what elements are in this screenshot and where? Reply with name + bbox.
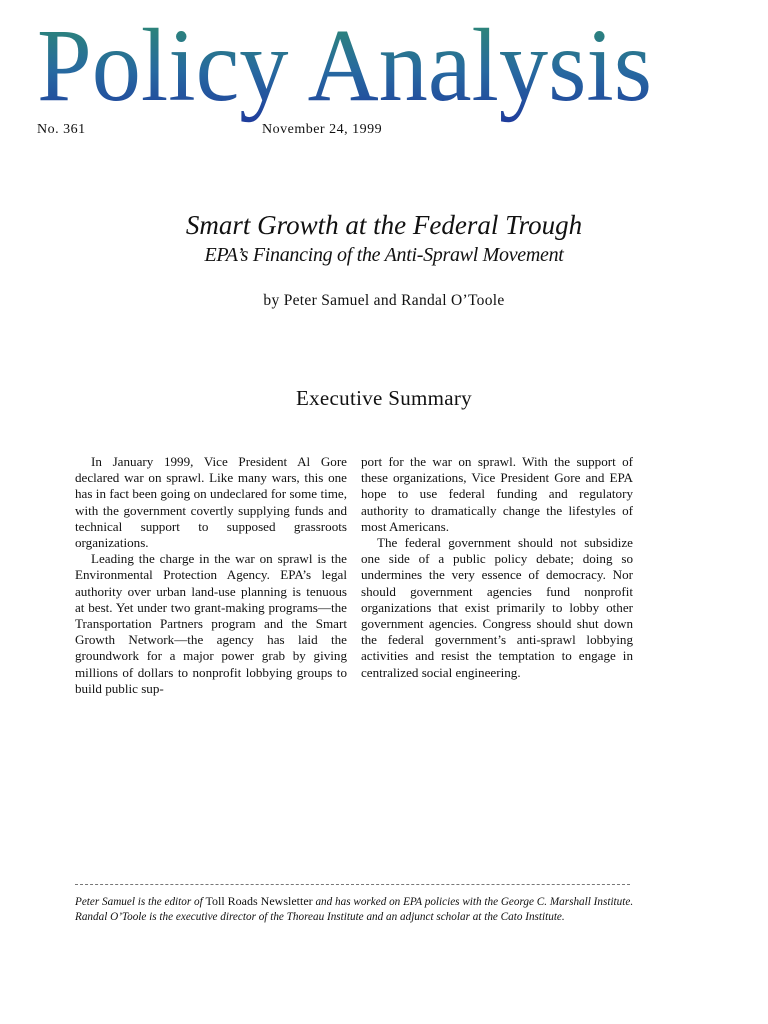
summary-paragraph: In January 1999, Vice President Al Gore declared war on sprawl. Like many wars, this one has in fact been going on undeclared for some time, with the government covertly supplying funds and technical support to supposed grassroots organizations. — [75, 454, 347, 551]
publication-name: Toll Roads Newsletter — [205, 894, 313, 908]
document-title: Smart Growth at the Federal Trough — [185, 210, 583, 240]
summary-paragraph: The federal government should not subsidize one side of a public policy debate; doing so undermines the very essence of democracy. Nor should government agencies fund nonprofit organizations that exist primarily to lobby other government agencies. Congress should shut down the federal government’s anti-sprawl lobbying activities and resist the temptation to engage in centralized social engineering. — [361, 535, 633, 680]
section-heading: Executive Summary — [296, 386, 472, 410]
footnote-divider — [75, 884, 630, 885]
masthead-wordmark — [37, 8, 657, 128]
footnote-text: and has worked on EPA policies with the George C. Marshall Institute. Randal O’Toole is the executive director of the Thoreau Institute and an adjunct scholar at the Cato Institute. — [75, 896, 634, 923]
masthead-logo — [37, 8, 657, 128]
author-footnote — [75, 894, 635, 924]
masthead-title: Policy Analysis — [37, 8, 652, 123]
summary-paragraph-continued: port for the war on sprawl. With the support of these organizations, Vice President Gore and EPA hope to use federal funding and regulatory authority to dramatically change the lifestyles of most Americans. — [361, 454, 633, 534]
issue-date: November 24, 1999 — [262, 122, 383, 137]
summary-column-left — [75, 454, 347, 697]
issue-number: No. 361 — [37, 122, 86, 137]
document-subtitle: EPA’s Financing of the Anti-Sprawl Movement — [204, 244, 564, 266]
summary-column-right — [361, 454, 633, 681]
footnote-text: Peter Samuel is the editor of — [75, 896, 206, 908]
byline: by Peter Samuel and Randal O’Toole — [263, 292, 505, 309]
summary-paragraph: Leading the charge in the war on sprawl is the Environmental Protection Agency. EPA’s legal authority over urban land-use planning is tenuous at best. Yet under two grant-making programs—the Transportation Partners program and the Smart Growth Network—the agency has laid the groundwork for a major power grab by giving millions of dollars to nonprofit lobbying groups to build public sup- — [75, 551, 347, 696]
